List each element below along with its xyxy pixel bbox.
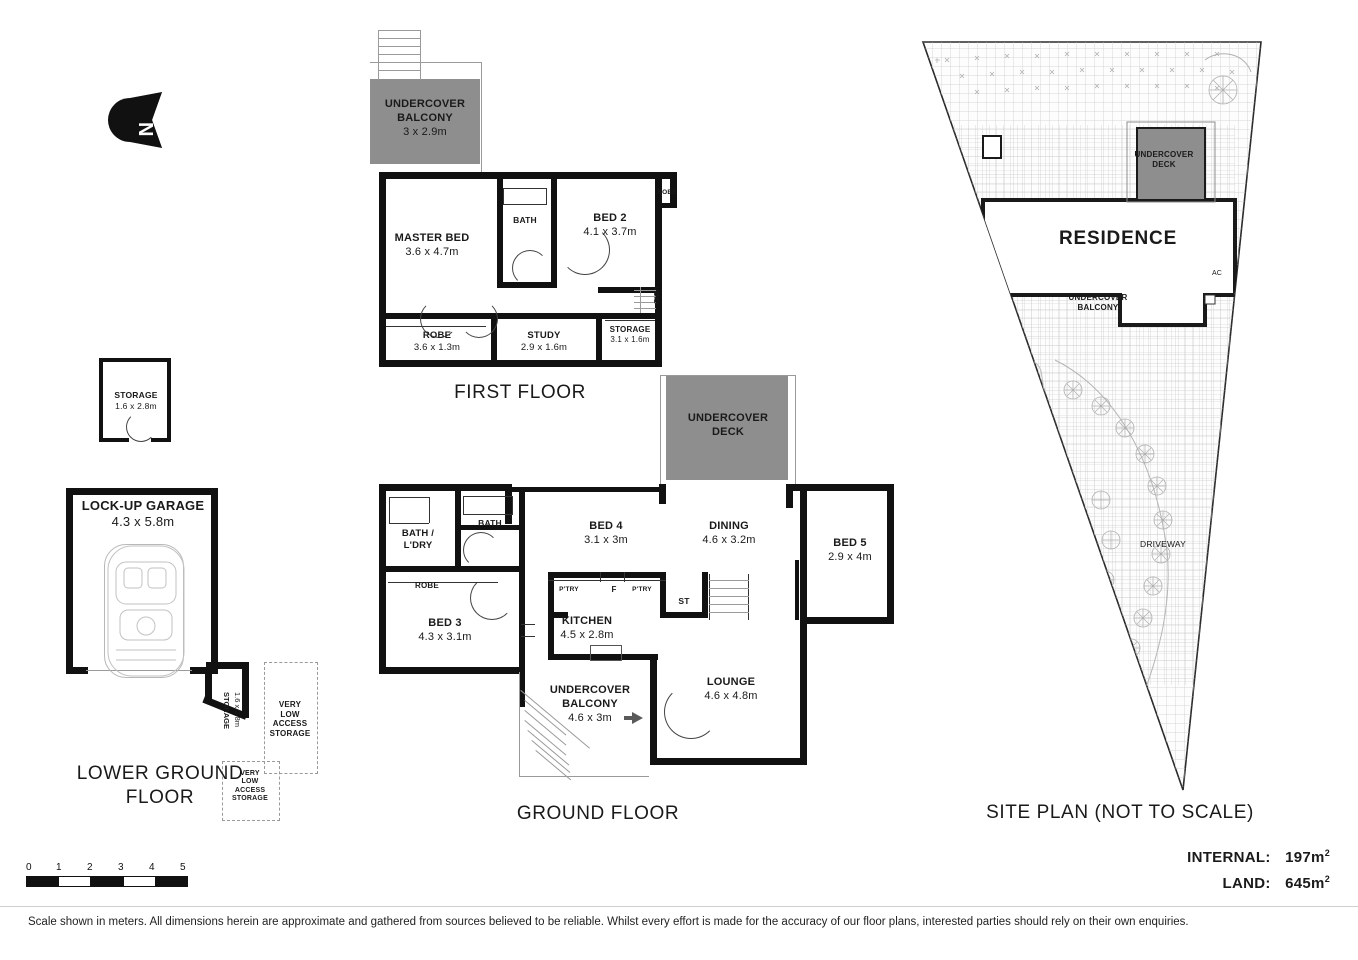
balcony-stair-tread <box>524 720 566 755</box>
room-first-storage: STORAGE 3.1 x 1.6m <box>609 325 651 344</box>
site-residence-label: RESIDENCE <box>1059 228 1178 249</box>
gf-wall-store-right <box>702 572 708 618</box>
title-lower-ground-1: LOWER GROUND <box>76 763 244 784</box>
room-bed5: BED 5 2.9 x 4m <box>828 537 872 563</box>
room-ground-bath: BATH <box>478 518 502 528</box>
scale-segment <box>156 877 187 886</box>
gf-wall-bed3-right <box>519 566 525 674</box>
title-first-floor: FIRST FLOOR <box>454 382 586 403</box>
stair-tread <box>378 70 420 71</box>
disclaimer-text: Scale shown in meters. All dimensions herein are approximate and gathered from sources believed to be reliable. Whilst every effort is made for the accuracy of our floor plans, interested parties should rely on their own enquiries. <box>28 916 1189 928</box>
gf-wall-top-left <box>379 484 505 491</box>
gf-stair-tread <box>709 604 749 605</box>
gf-bath2-fixture <box>463 514 513 515</box>
footer-divider <box>0 906 1358 907</box>
scale-segment <box>124 877 156 886</box>
lg-storage-left <box>99 358 103 442</box>
store-label: ST <box>678 596 690 606</box>
very-low-storage-label-2: VERY LOW ACCESS STORAGE <box>232 770 268 803</box>
lg-garage-bottom-left <box>66 667 88 674</box>
gf-bath2-fixture <box>512 496 513 514</box>
door-arc <box>126 412 156 442</box>
stair-tread <box>378 38 420 39</box>
ff-stair-void-tread <box>634 308 656 309</box>
gf-balcony-outline-b <box>519 776 649 777</box>
gf-wall-bath-bed3 <box>379 566 525 572</box>
gf-wall-left <box>379 484 386 674</box>
title-site-plan: SITE PLAN (NOT TO SCALE) <box>986 802 1254 823</box>
room-bath-laundry: BATH / L'DRY <box>401 528 435 551</box>
gf-balcony-outline-l <box>519 672 520 777</box>
gf-bath2-fixture <box>463 496 464 514</box>
room-first-robe-top: ROBE <box>657 189 677 196</box>
ff-storage-shelf <box>605 320 655 321</box>
gf-stair-tread <box>709 612 749 613</box>
gf-wall-top-mid <box>505 487 665 492</box>
deck-outline-right <box>795 375 796 485</box>
label-void: VOID <box>652 286 661 305</box>
gf-wall-bed5-partition <box>795 560 799 620</box>
kitchen-cooktop <box>521 636 535 637</box>
kitchen-sink <box>590 645 622 661</box>
room-kitchen: KITCHEN 4.5 x 2.8m <box>560 615 614 641</box>
door-arc <box>512 250 548 286</box>
gf-wall-store-bottom <box>660 612 708 618</box>
gf-bath-fixture <box>389 497 390 523</box>
gf-wall-bed5-bottom <box>800 617 894 624</box>
lg-storage-small-name: STORAGE <box>222 692 231 729</box>
gf-wall-lounge-left <box>650 660 657 765</box>
title-ground-floor: GROUND FLOOR <box>516 803 680 824</box>
land-area: LAND: $645m^2$ <box>1222 874 1330 892</box>
kitchen-bench-line <box>548 580 666 581</box>
ff-robe-shelf <box>386 326 486 327</box>
gf-wall-kitchen-top <box>548 572 666 578</box>
scale-segment <box>59 877 91 886</box>
lg-store-top <box>206 662 248 669</box>
gf-stair-tread <box>709 580 749 581</box>
lg-storage-top <box>99 358 171 362</box>
scale-bar-widget <box>26 862 206 887</box>
gf-bath-fixture <box>389 523 429 524</box>
gf-bath-fixture <box>389 497 429 498</box>
kitchen-div2 <box>624 572 625 582</box>
gf-bath-fixture <box>429 497 430 523</box>
compass-north-letter: N <box>134 122 156 137</box>
room-first-robe: ROBE 3.6 x 1.3m <box>413 330 461 353</box>
site-driveway-label: DRIVEWAY <box>1140 539 1186 549</box>
stair-tread <box>378 54 420 55</box>
gf-wall-bed3-bottom <box>379 667 525 674</box>
room-ground-robe: ROBE <box>415 581 439 590</box>
room-first-balcony: UNDERCOVER BALCONY 3 x 2.9m <box>384 98 466 138</box>
very-low-storage-label-1: VERY LOW ACCESS STORAGE <box>269 700 311 738</box>
room-bed4: BED 4 3.1 x 3m <box>584 520 628 546</box>
site-plan-graphic <box>905 30 1325 805</box>
balcony-outline-top <box>370 62 482 63</box>
room-garage: LOCK-UP GARAGE 4.3 x 5.8m <box>81 498 205 530</box>
deck-outline-top <box>660 375 796 376</box>
scale-bar <box>26 876 188 887</box>
deck-outline-left <box>660 375 661 485</box>
ff-bath-fixture <box>503 188 504 204</box>
ff-wall-top <box>379 172 662 179</box>
gf-wall-lounge-right <box>800 617 807 765</box>
internal-area: INTERNAL: $197m^2$ <box>1187 848 1330 866</box>
scale-segment <box>91 877 123 886</box>
room-lg-storage-top: STORAGE 1.6 x 2.8m <box>114 390 158 411</box>
room-ground-deck: UNDERCOVER DECK <box>687 412 769 438</box>
ff-robe-bottom <box>655 203 677 208</box>
site-undercover-balcony-label: UNDERCOVER BALCONY <box>1068 293 1128 312</box>
room-master-bed: MASTER BED 3.6 x 4.7m <box>394 232 470 258</box>
first-floor-stair-top <box>378 30 420 31</box>
room-bed3: BED 3 4.3 x 3.1m <box>418 617 472 643</box>
lg-garage-top <box>66 488 218 495</box>
fridge-label: F <box>611 585 617 594</box>
lg-storage-bottom-r <box>151 438 171 442</box>
scale-tick-labels: 0 1 2 3 4 5 <box>26 862 186 873</box>
scale-segment <box>27 877 59 886</box>
stair-tread <box>378 46 420 47</box>
gf-wall-bottom <box>650 758 807 765</box>
gf-stair-tread <box>709 596 749 597</box>
pantry-right-label: P'TRY <box>632 586 652 593</box>
kitchen-cooktop <box>521 624 535 625</box>
title-lower-ground-2: FLOOR <box>125 787 195 808</box>
gf-wall-bath2-right <box>519 491 525 573</box>
lg-storage-small-dim: 1.6 x 2.8m <box>233 692 242 728</box>
pantry-left-label: P'TRY <box>559 586 579 593</box>
site-undercover-deck-label: UNDERCOVER DECK <box>1134 150 1194 169</box>
lg-storage-bottom-l <box>99 438 129 442</box>
room-first-bath: BATH <box>513 215 537 225</box>
lg-store-right <box>242 662 249 718</box>
door-arc <box>463 532 499 568</box>
room-dining: DINING 4.6 x 3.2m <box>702 520 756 546</box>
first-floor-stair-edge2 <box>420 30 421 80</box>
compass-rose <box>100 88 176 152</box>
gf-stair-tread <box>709 588 749 589</box>
room-lounge: LOUNGE 4.6 x 4.8m <box>704 676 758 702</box>
ff-bath-fixture <box>546 188 547 204</box>
gf-wall-deck-left <box>659 484 666 504</box>
ff-bath-fixture <box>503 188 547 189</box>
gf-bath2-fixture <box>463 496 513 497</box>
room-bed2: BED 2 4.1 x 3.7m <box>583 212 637 238</box>
ff-bath-fixture <box>503 204 547 205</box>
kitchen-div <box>600 572 601 582</box>
room-study: STUDY 2.9 x 1.6m <box>520 330 568 353</box>
room-ground-balcony: UNDERCOVER BALCONY 4.6 x 3m <box>549 684 631 724</box>
gf-wall-bed5-left <box>800 484 807 624</box>
ff-wall-bottom <box>379 360 662 367</box>
site-ac-label: AC <box>1211 270 1223 277</box>
